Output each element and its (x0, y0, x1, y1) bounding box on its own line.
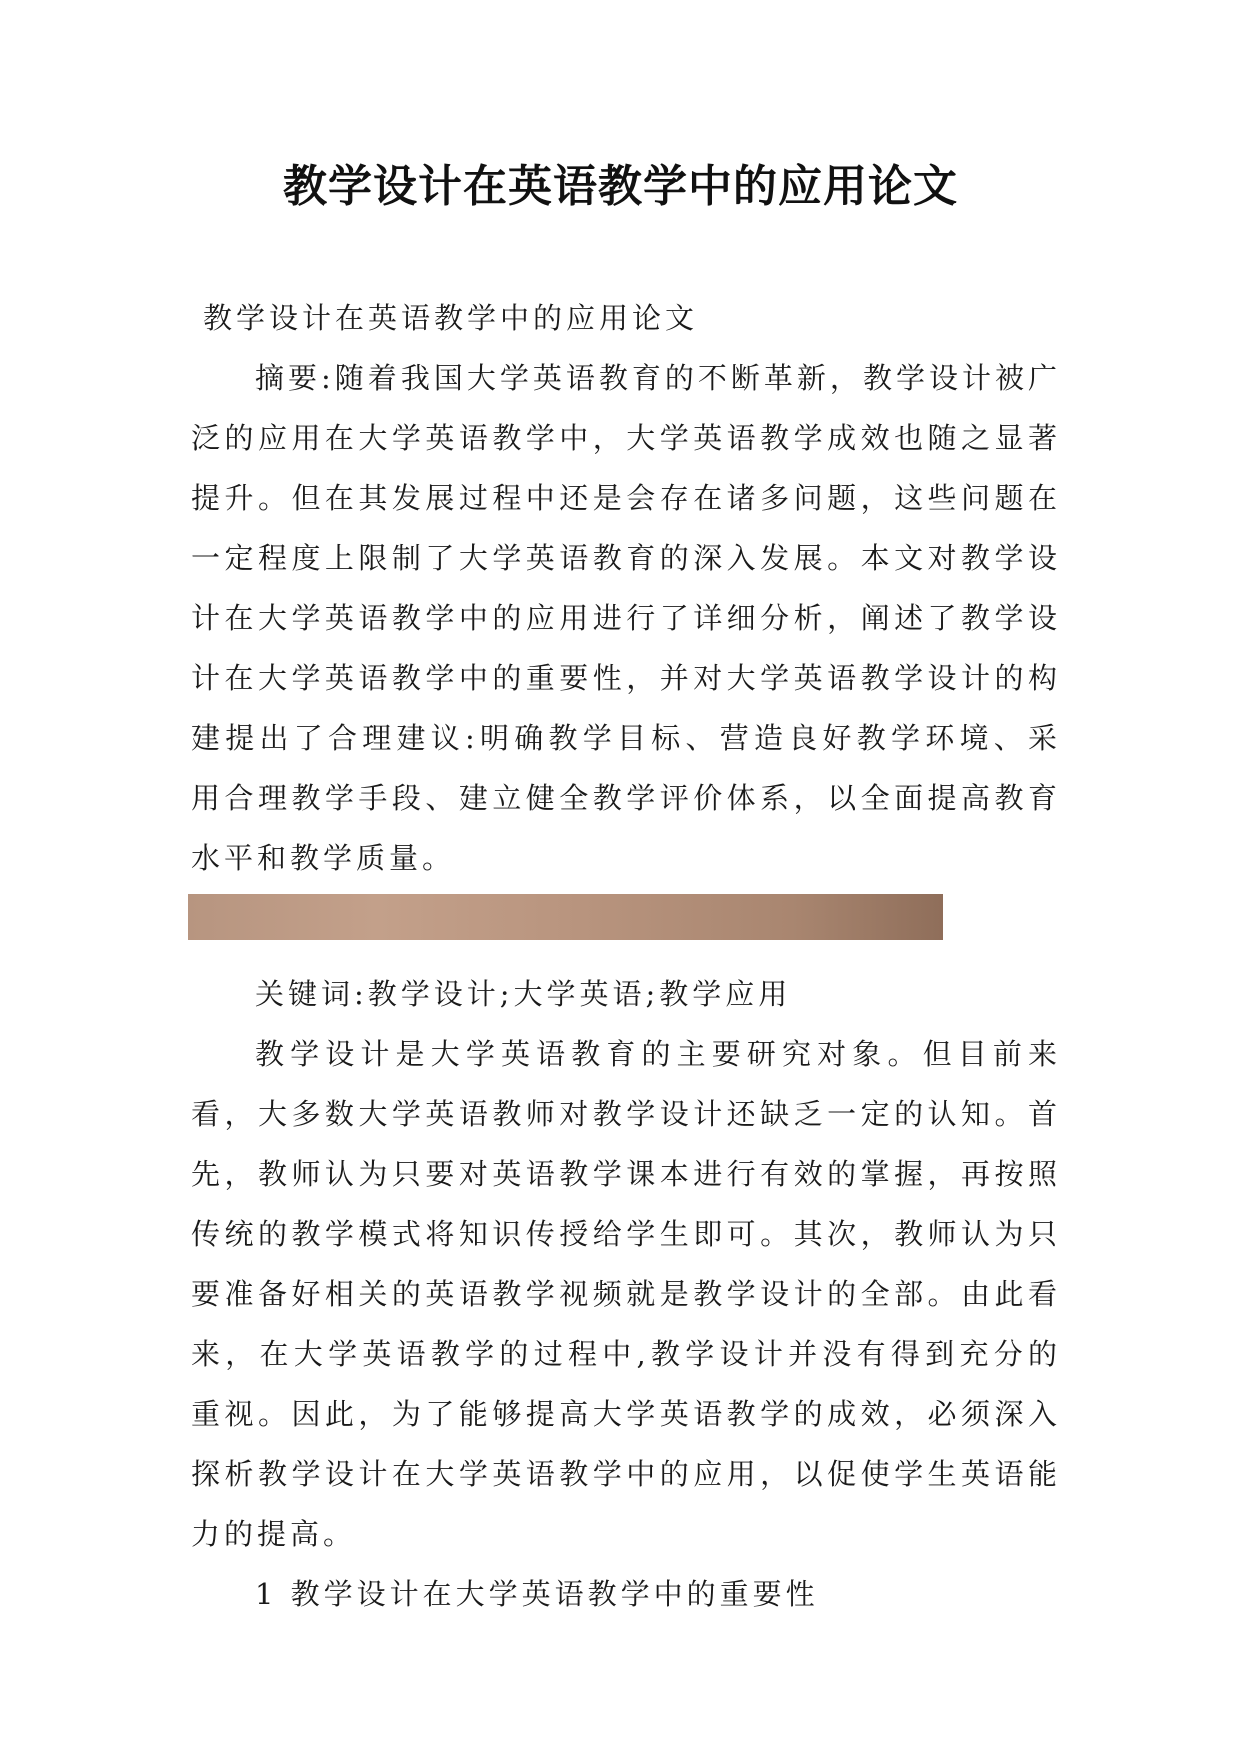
document-subtitle: 教学设计在英语教学中的应用论文 (203, 301, 699, 335)
section-heading: 1 教学设计在大学英语教学中的重要性 (255, 1577, 819, 1611)
decorative-image-strip (188, 894, 943, 940)
abstract-paragraph: 摘要:随着我国大学英语教育的不断革新，教学设计被广泛的应用在大学英语教学中，大学英语教学成效也随之显著提升。但在其发展过程中还是会存在诸多问题，这些问题在一定程度上限制了大学英语教育的深入发展。本文对教学设计在大学英语教学中的应用进行了详细分析，阐述了教学设计在大学英语教学中的重要性，并对大学英语教学设计的构建提出了合理建议:明确教学目标、营造良好教学环境、采用合理教学手段、建立健全教学评价体系，以全面提高教育水平和教学质量。 (191, 361, 1061, 875)
document-title: 教学设计在英语教学中的应用论文 (283, 161, 958, 212)
intro-paragraph: 教学设计是大学英语教育的主要研究对象。但目前来看，大多数大学英语教师对教学设计还缺乏一定的认知。首先，教师认为只要对英语教学课本进行有效的掌握，再按照传统的教学模式将知识传授给学生即可。其次，教师认为只要准备好相关的英语教学视频就是教学设计的全部。由此看来，在大学英语教学的过程中,教学设计并没有得到充分的重视。因此，为了能够提高大学英语教学的成效，必须深入探析教学设计在大学英语教学中的应用，以促使学生英语能力的提高。 (191, 1037, 1061, 1551)
document-body (191, 288, 1061, 1624)
keywords-paragraph: 关键词:教学设计;大学英语;教学应用 (255, 977, 792, 1011)
